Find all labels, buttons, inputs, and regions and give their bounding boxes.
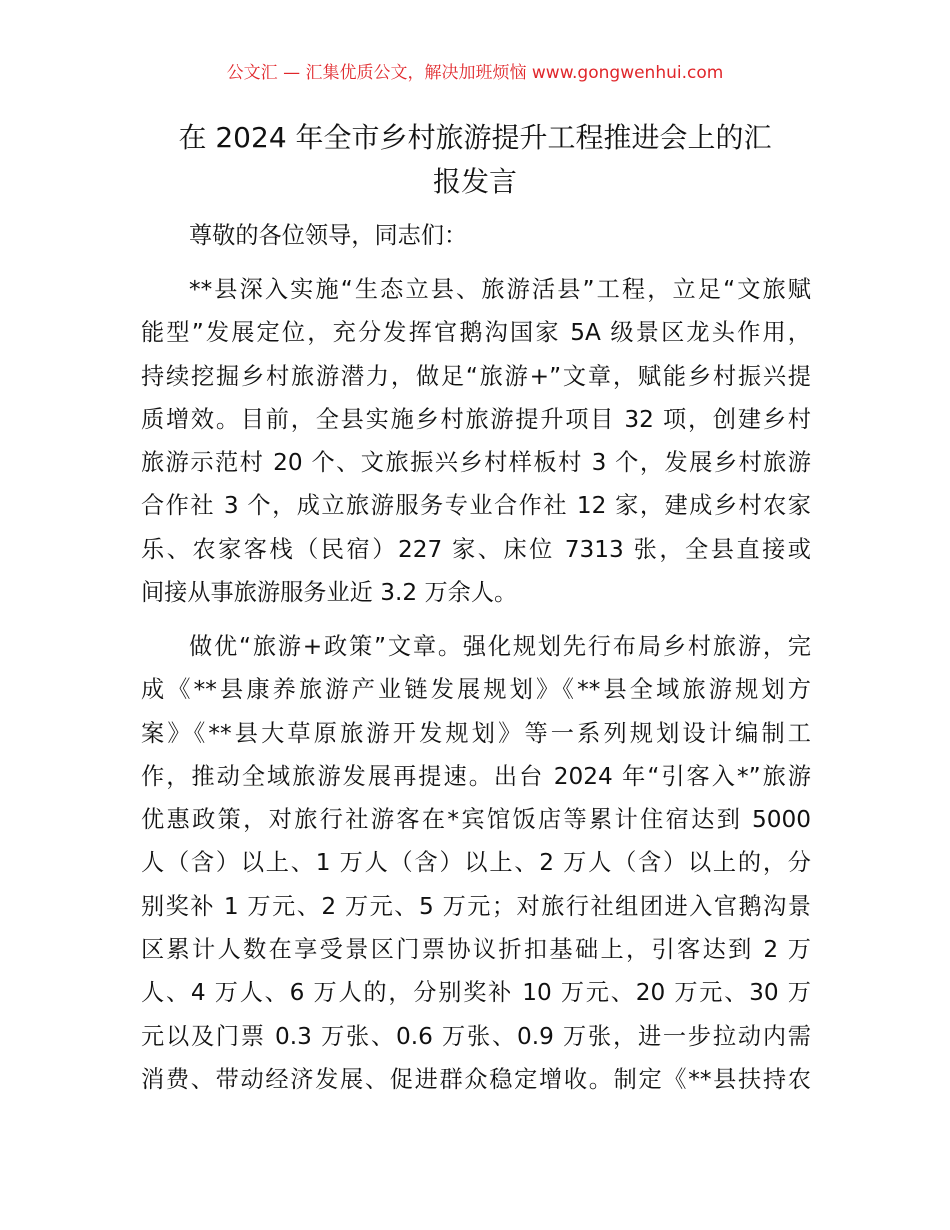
paragraph-line: 能型”发展定位，充分发挥官鹅沟国家 5A 级景区龙头作用， bbox=[141, 319, 811, 347]
paragraph-line: 作，推动全域旅游发展再提速。出台 2024 年“引客入*”旅游 bbox=[141, 762, 811, 790]
paragraph-2 bbox=[141, 625, 811, 1101]
watermark-header: 公文汇 — 汇集优质公文，解决加班烦恼 www.gongwenhui.com bbox=[226, 63, 724, 83]
paragraph-line: **县深入实施“生态立县、旅游活县”工程，立足“文旅赋 bbox=[189, 276, 811, 303]
paragraph-line: 做优“旅游+政策”文章。强化规划先行布局乡村旅游，完 bbox=[189, 633, 811, 660]
paragraph-line: 旅游示范村 20 个、文旅振兴乡村样板村 3 个，发展乡村旅游 bbox=[141, 449, 811, 477]
paragraph-line: 元以及门票 0.3 万张、0.6 万张、0.9 万张，进一步拉动内需 bbox=[141, 1022, 811, 1050]
greeting bbox=[141, 214, 811, 257]
paragraph-line: 人、4 万人、6 万人的，分别奖补 10 万元、20 万元、30 万 bbox=[141, 979, 811, 1007]
document-title bbox=[140, 116, 810, 204]
paragraph-line: 成《**县康养旅游产业链发展规划》《**县全域旅游规划方 bbox=[141, 676, 811, 704]
paragraph-1 bbox=[141, 268, 811, 614]
paragraph-line: 优惠政策，对旅行社游客在*宾馆饭店等累计住宿达到 5000 bbox=[141, 806, 811, 834]
paragraph-line: 区累计人数在享受景区门票协议折扣基础上，引客达到 2 万 bbox=[141, 936, 811, 964]
paragraph-line: 合作社 3 个，成立旅游服务专业合作社 12 家，建成乡村农家 bbox=[141, 492, 811, 520]
paragraph-line: 人（含）以上、1 万人（含）以上、2 万人（含）以上的，分 bbox=[141, 849, 811, 877]
paragraph-line: 持续挖掘乡村旅游潜力，做足“旅游+”文章，赋能乡村振兴提 bbox=[141, 362, 811, 390]
paragraph-line: 质增效。目前，全县实施乡村旅游提升项目 32 项，创建乡村 bbox=[141, 405, 811, 433]
paragraph-line: 乐、农家客栈（民宿）227 家、床位 7313 张，全县直接或 bbox=[141, 535, 811, 563]
greeting-text: 尊敬的各位领导，同志们： bbox=[189, 222, 468, 249]
title-line: 报发言 bbox=[432, 165, 517, 198]
paragraph-line: 别奖补 1 万元、2 万元、5 万元；对旅行社组团进入官鹅沟景 bbox=[141, 892, 811, 920]
paragraph-line: 案》《**县大草原旅游开发规划》等一系列规划设计编制工 bbox=[141, 719, 811, 747]
paragraph-line: 间接从事旅游服务业近 3.2 万余人。 bbox=[141, 579, 518, 607]
title-line: 在 2024 年全市乡村旅游提升工程推进会上的汇 bbox=[178, 121, 772, 154]
paragraph-line: 消费、带动经济发展、促进群众稳定增收。制定《**县扶持农 bbox=[141, 1065, 811, 1093]
